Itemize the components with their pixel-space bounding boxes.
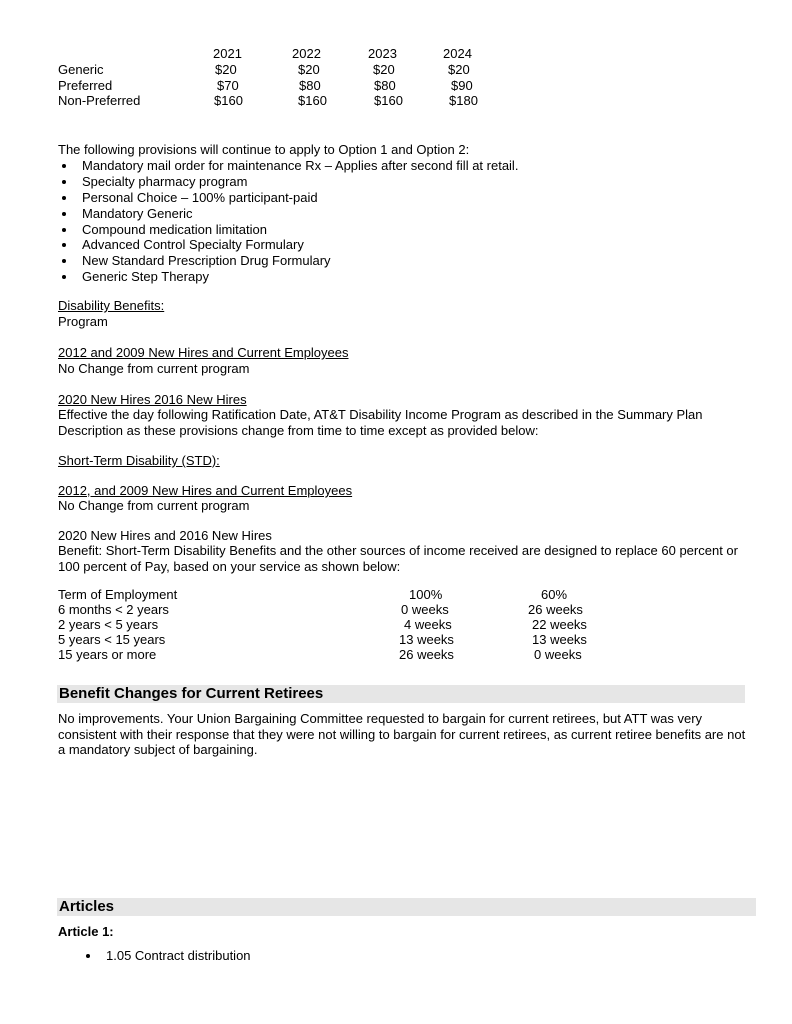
list-item: Mandatory mail order for maintenance Rx – Applies after second fill at retail. bbox=[58, 158, 518, 174]
table-cell: 4 weeks bbox=[404, 617, 452, 632]
table-cell: $160 bbox=[214, 93, 243, 108]
year-header: 2023 bbox=[368, 46, 397, 61]
disability-group2-text: Effective the day following Ratification Date, AT&T Disability Income Program as described in the Summary Plan Description as these provisions change from time to time except as provided below: bbox=[58, 407, 703, 438]
table-cell: 26 weeks bbox=[528, 602, 583, 617]
table-cell: 0 weeks bbox=[401, 602, 449, 617]
disability-heading: Disability Benefits: bbox=[58, 298, 165, 313]
table-cell: 26 weeks bbox=[399, 647, 454, 662]
table-cell: $70 bbox=[217, 78, 239, 93]
std-group2-heading: 2020 New Hires and 2016 New Hires bbox=[58, 528, 272, 543]
std-header-100: 100% bbox=[409, 587, 443, 602]
disability-group2-heading: 2020 New Hires 2016 New Hires bbox=[58, 392, 247, 407]
table-cell: $180 bbox=[449, 93, 478, 108]
list-item: Compound medication limitation bbox=[58, 222, 518, 238]
disability-group1-heading: 2012 and 2009 New Hires and Current Employees bbox=[58, 345, 349, 360]
table-cell: $20 bbox=[298, 62, 320, 77]
table-cell: 0 weeks bbox=[534, 647, 582, 662]
table-cell: $160 bbox=[374, 93, 403, 108]
table-cell: $80 bbox=[374, 78, 396, 93]
disability-program-label: Program bbox=[58, 314, 108, 329]
table-cell: 22 weeks bbox=[532, 617, 587, 632]
std-heading: Short-Term Disability (STD): bbox=[58, 453, 220, 468]
article1-list bbox=[82, 948, 251, 964]
provisions-intro: The following provisions will continue to apply to Option 1 and Option 2: bbox=[58, 142, 470, 157]
article1-heading: Article 1: bbox=[58, 924, 114, 939]
list-item: Generic Step Therapy bbox=[58, 269, 518, 285]
table-cell: $20 bbox=[448, 62, 470, 77]
table-cell: $20 bbox=[373, 62, 395, 77]
retirees-text: No improvements. Your Union Bargaining Committee requested to bargain for current retirees, but ATT was very consistent with their response that they were not willing to bargain for current retirees, as current retiree benefits are not a mandatory subject of bargaining. bbox=[58, 711, 746, 757]
table-cell: 13 weeks bbox=[532, 632, 587, 647]
std-group1-heading: 2012, and 2009 New Hires and Current Employees bbox=[58, 483, 353, 498]
list-item: Mandatory Generic bbox=[58, 206, 518, 222]
table-cell: $80 bbox=[299, 78, 321, 93]
table-cell: $20 bbox=[215, 62, 237, 77]
table-cell: $160 bbox=[298, 93, 327, 108]
table-cell: $90 bbox=[451, 78, 473, 93]
list-item: 1.05 Contract distribution bbox=[82, 948, 251, 964]
std-group1-text: No Change from current program bbox=[58, 498, 250, 513]
year-header: 2024 bbox=[443, 46, 472, 61]
row-label: Preferred bbox=[58, 78, 113, 93]
table-cell: 13 weeks bbox=[399, 632, 454, 647]
row-label: Generic bbox=[58, 62, 104, 77]
list-item: Specialty pharmacy program bbox=[58, 174, 518, 190]
year-header: 2022 bbox=[292, 46, 321, 61]
retirees-heading: Benefit Changes for Current Retirees bbox=[57, 685, 745, 703]
year-header: 2021 bbox=[213, 46, 242, 61]
std-header-term: Term of Employment bbox=[58, 587, 178, 602]
list-item: Advanced Control Specialty Formulary bbox=[58, 237, 518, 253]
disability-group1-text: No Change from current program bbox=[58, 361, 250, 376]
table-cell: 2 years < 5 years bbox=[58, 617, 159, 632]
list-item: New Standard Prescription Drug Formulary bbox=[58, 253, 518, 269]
row-label: Non-Preferred bbox=[58, 93, 141, 108]
std-group2-text: Benefit: Short-Term Disability Benefits and the other sources of income received are designed to replace 60 percent or 100 percent of Pay, based on your service as shown below: bbox=[58, 543, 738, 574]
list-item: Personal Choice – 100% participant-paid bbox=[58, 190, 518, 206]
table-cell: 6 months < 2 years bbox=[58, 602, 169, 617]
provisions-list bbox=[58, 158, 518, 285]
table-cell: 15 years or more bbox=[58, 647, 157, 662]
articles-heading: Articles bbox=[57, 898, 756, 916]
table-cell: 5 years < 15 years bbox=[58, 632, 166, 647]
std-header-60: 60% bbox=[541, 587, 568, 602]
